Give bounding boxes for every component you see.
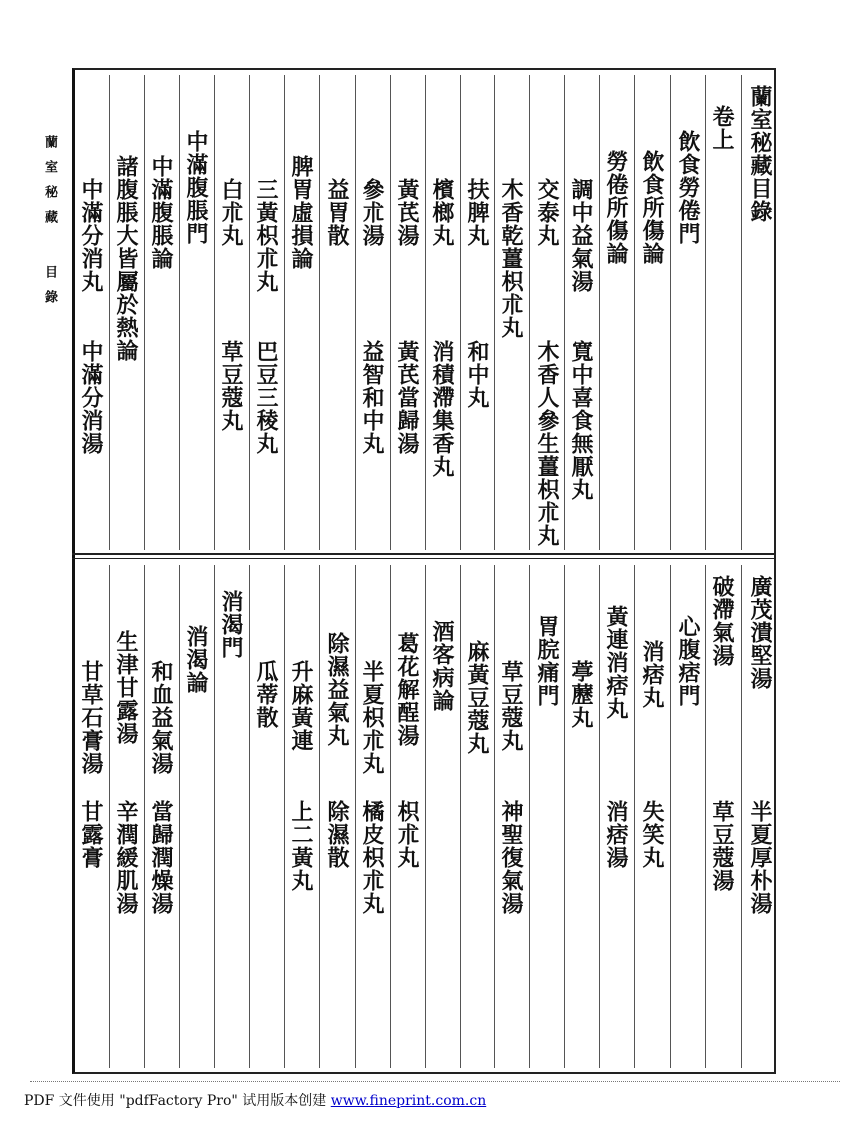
column-rule <box>670 75 671 550</box>
column-rule <box>460 75 461 550</box>
column-rule <box>564 565 565 1068</box>
margin-title: 蘭室秘藏 <box>42 135 57 235</box>
toc-entry: 廣茂潰堅湯 <box>747 575 773 690</box>
scan-edge <box>30 1081 840 1082</box>
footer <box>24 1090 486 1110</box>
column-rule <box>179 75 180 550</box>
toc-entry-secondary: 除濕散 <box>324 800 350 869</box>
toc-entry: 飲食所傷論 <box>639 150 665 265</box>
column-rule <box>599 75 600 550</box>
column-rule <box>144 565 145 1068</box>
toc-entry-secondary: 失笑丸 <box>639 800 665 869</box>
column-rule <box>144 75 145 550</box>
toc-entry: 瓜蒂散 <box>253 660 279 729</box>
toc-entry-secondary: 和中丸 <box>464 340 490 409</box>
column-rule <box>634 75 635 550</box>
column-rule <box>355 565 356 1068</box>
column-rule <box>214 565 215 1068</box>
toc-entry: 三黃枳朮丸 <box>253 178 279 293</box>
toc-entry-secondary: 枳朮丸 <box>394 800 420 869</box>
toc-entry: 扶脾丸 <box>464 178 490 247</box>
column-rule <box>705 565 706 1068</box>
toc-entry: 黃芪湯 <box>394 178 420 247</box>
toc-entry: 生津甘露湯 <box>113 630 139 745</box>
footer-link[interactable]: www.fineprint.com.cn <box>330 1093 487 1109</box>
toc-entry-secondary: 神聖復氣湯 <box>498 800 524 915</box>
column-rule <box>564 75 565 550</box>
column-rule <box>249 75 250 550</box>
footer-text: PDF 文件使用 "pdfFactory Pro" 试用版本创建 <box>24 1093 331 1109</box>
toc-entry: 勞倦所傷論 <box>603 150 629 265</box>
column-rule <box>529 75 530 550</box>
toc-entry-secondary: 中滿分消湯 <box>78 340 104 455</box>
toc-entry: 卷上 <box>709 105 735 151</box>
column-rule <box>179 565 180 1068</box>
toc-entry: 升麻黃連 <box>288 660 314 752</box>
toc-entry: 消渴門 <box>218 590 244 659</box>
toc-entry-secondary: 上二黃丸 <box>288 800 314 892</box>
column-rule <box>249 565 250 1068</box>
toc-entry-secondary: 草豆蔻湯 <box>709 800 735 892</box>
column-rule <box>319 565 320 1068</box>
column-rule <box>494 75 495 550</box>
column-rule <box>741 565 742 1068</box>
toc-entry: 草豆蔻丸 <box>498 660 524 752</box>
middle-divider-inner <box>72 558 776 559</box>
middle-divider <box>72 553 776 555</box>
toc-entry-secondary: 草豆蔻丸 <box>218 340 244 432</box>
column-rule <box>355 75 356 550</box>
toc-entry-secondary: 甘露膏 <box>78 800 104 869</box>
toc-entry: 半夏枳朮丸 <box>359 660 385 775</box>
toc-entry-secondary: 橘皮枳朮丸 <box>359 800 385 915</box>
toc-entry: 破滯氣湯 <box>709 575 735 667</box>
column-rule <box>390 565 391 1068</box>
column-rule <box>284 75 285 550</box>
toc-entry-secondary: 當歸潤燥湯 <box>148 800 174 915</box>
toc-entry-secondary: 消積滯集香丸 <box>429 340 455 478</box>
column-rule <box>319 75 320 550</box>
toc-entry: 胃脘痛門 <box>534 615 560 707</box>
toc-entry: 酒客病論 <box>429 620 455 712</box>
toc-entry-secondary: 巴豆三稜丸 <box>253 340 279 455</box>
toc-entry: 黃連消痞丸 <box>603 605 629 720</box>
toc-entry: 中滿分消丸 <box>78 178 104 293</box>
toc-entry: 消渴論 <box>183 625 209 694</box>
column-rule <box>529 565 530 1068</box>
toc-entry-secondary: 黃芪當歸湯 <box>394 340 420 455</box>
toc-entry: 交泰丸 <box>534 178 560 247</box>
toc-entry-secondary: 辛潤緩肌湯 <box>113 800 139 915</box>
toc-entry-secondary: 木香人參生薑枳朮丸 <box>534 340 560 547</box>
toc-entry: 麻黃豆蔻丸 <box>464 640 490 755</box>
toc-entry: 除濕益氣丸 <box>324 632 350 747</box>
toc-entry-secondary: 半夏厚朴湯 <box>747 800 773 915</box>
toc-entry: 調中益氣湯 <box>568 178 594 293</box>
column-rule <box>494 565 495 1068</box>
toc-entry: 中滿腹脹門 <box>183 130 209 245</box>
toc-entry: 白朮丸 <box>218 178 244 247</box>
toc-entry: 消痞丸 <box>639 640 665 709</box>
toc-entry: 葛花解酲湯 <box>394 632 420 747</box>
toc-entry: 中滿腹脹論 <box>148 155 174 270</box>
toc-entry: 益胃散 <box>324 178 350 247</box>
column-rule <box>670 565 671 1068</box>
toc-entry: 飲食勞倦門 <box>675 130 701 245</box>
column-rule <box>109 75 110 550</box>
column-rule <box>634 565 635 1068</box>
toc-entry: 檳榔丸 <box>429 178 455 247</box>
toc-entry: 心腹痞門 <box>675 615 701 707</box>
toc-entry-secondary: 消痞湯 <box>603 800 629 869</box>
column-rule <box>741 75 742 550</box>
toc-entry: 蘭室秘藏目錄 <box>747 85 773 223</box>
column-rule <box>390 75 391 550</box>
column-rule <box>599 565 600 1068</box>
toc-entry: 木香乾薑枳朮丸 <box>498 178 524 339</box>
column-rule <box>425 565 426 1068</box>
column-rule <box>109 565 110 1068</box>
column-rule <box>460 565 461 1068</box>
toc-entry: 甘草石膏湯 <box>78 660 104 775</box>
toc-entry-secondary: 益智和中丸 <box>359 340 385 455</box>
column-rule <box>705 75 706 550</box>
column-rule <box>214 75 215 550</box>
toc-entry: 葶藶丸 <box>568 660 594 729</box>
column-rule <box>284 565 285 1068</box>
toc-entry: 脾胃虛損論 <box>288 155 314 270</box>
column-rule <box>425 75 426 550</box>
margin-section: 目錄 <box>42 265 57 315</box>
toc-entry: 和血益氣湯 <box>148 660 174 775</box>
toc-entry: 諸腹脹大皆屬於熱論 <box>113 155 139 362</box>
toc-entry: 參朮湯 <box>359 178 385 247</box>
toc-entry-secondary: 寬中喜食無厭丸 <box>568 340 594 501</box>
